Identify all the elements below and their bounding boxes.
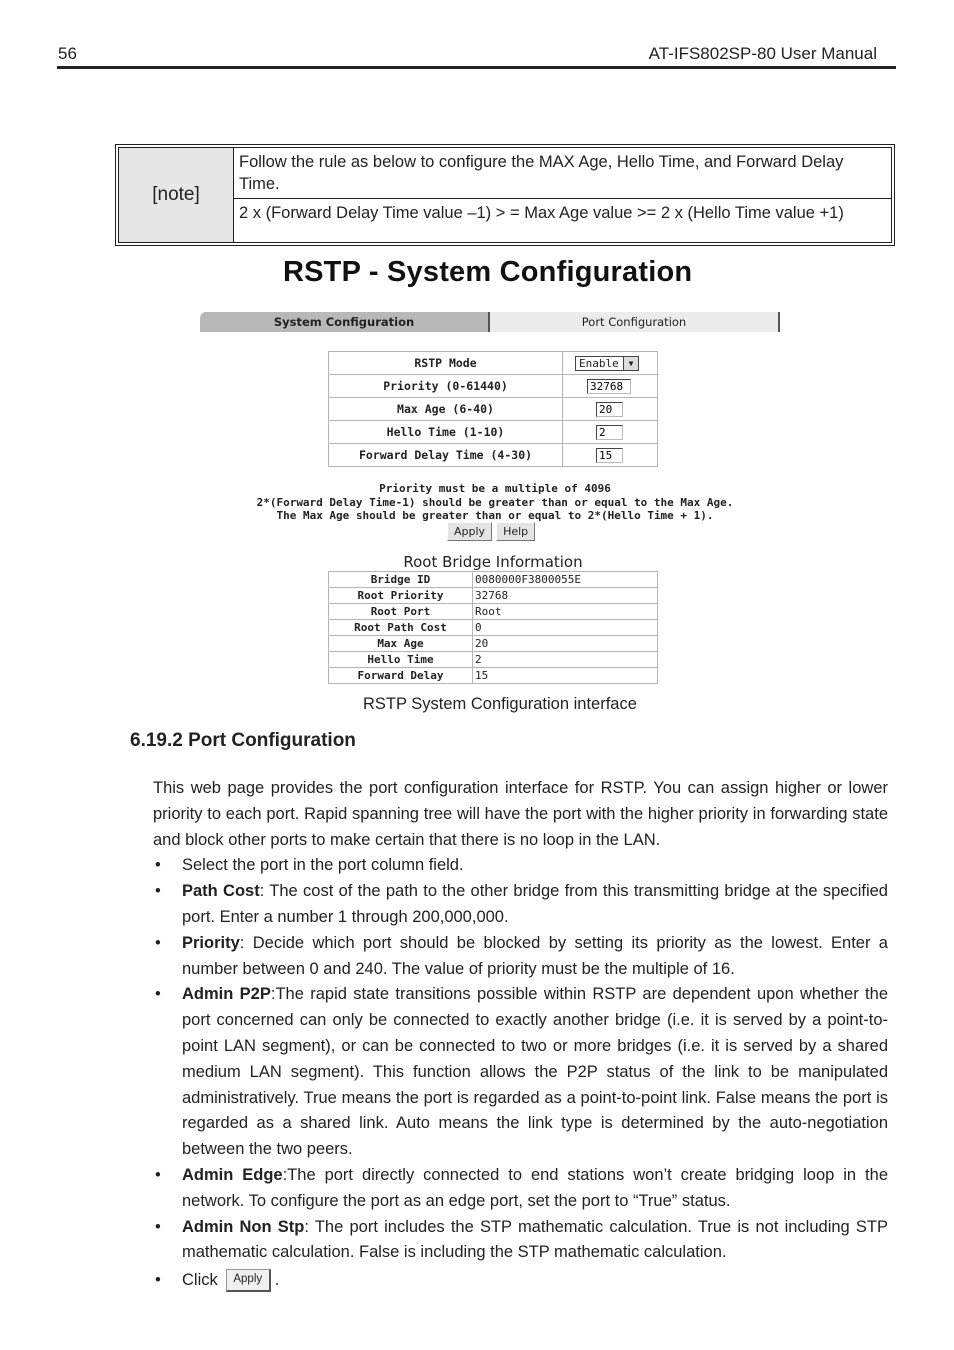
max-age-info-label: Max Age [329,636,473,652]
chevron-down-icon: ▼ [623,357,638,370]
table-row [329,620,658,636]
list-item [153,1268,888,1294]
table-row [329,421,658,444]
hint-line: Priority must be a multiple of 4096 [379,482,611,495]
priority-label: Priority (0-61440) [329,375,563,398]
table-row [329,652,658,668]
list-item [153,1215,888,1267]
table-row [329,352,658,375]
rstp-config-table [328,351,658,467]
max-age-info-value: 20 [473,636,658,652]
bridge-id-value: 0080000F3800055E [473,572,658,588]
bullet-term: Admin Edge [182,1165,283,1184]
root-port-value: Root [473,604,658,620]
table-row [329,588,658,604]
rstp-mode-value: Enable [579,356,619,370]
root-bridge-table [328,571,658,684]
root-path-cost-value: 0 [473,620,658,636]
manual-title: AT-IFS802SP-80 User Manual [648,44,877,63]
bullet-text: : The port includes the STP mathematic calculation. True is not including STP mathematic calculation. False is including the STP mathematic calculation. [182,1217,889,1262]
config-hints [200,482,790,523]
note-label: [note] [119,148,234,242]
help-button[interactable]: Help [496,522,535,541]
click-suffix: . [274,1271,280,1290]
root-bridge-title: Root Bridge Information [403,553,583,571]
max-age-label: Max Age (6-40) [329,398,563,421]
list-item [153,931,888,983]
click-text: Click [182,1271,218,1290]
rstp-mode-select[interactable] [575,356,639,371]
tab-system-configuration[interactable]: System Configuration [200,312,490,332]
header-rule [57,66,896,69]
hint-line: 2*(Forward Delay Time-1) should be greater than or equal to the Max Age. [256,495,734,509]
root-path-cost-label: Root Path Cost [329,620,473,636]
tab-port-configuration[interactable]: Port Configuration [490,312,780,332]
note-table [115,144,895,246]
list-item [153,853,888,879]
list-item [153,879,888,931]
section-heading: 6.19.2 Port Configuration [130,730,356,751]
root-priority-value: 32768 [473,588,658,604]
section-body [153,776,888,1294]
hello-time-label: Hello Time (1-10) [329,421,563,444]
page-number: 56 [58,44,77,63]
max-age-input[interactable] [596,402,623,417]
apply-button[interactable]: Apply [447,522,492,541]
table-row [329,444,658,467]
note-row: Follow the rule as below to configure the MAX Age, Hello Time, and Forward Delay Time. [239,153,844,193]
intro-paragraph: This web page provides the port configuration interface for RSTP. You can assign higher or lower priority to each port. Rapid spanning tree will have the port with the higher priority in forwarding state and block other ports to make certain that there is no loop in the LAN. [153,779,888,849]
forward-delay-info-label: Forward Delay [329,668,473,684]
apply-button[interactable]: Apply [226,1269,271,1292]
note-row: 2 x (Forward Delay Time value –1) > = Max Age value >= 2 x (Hello Time value +1) [234,198,891,242]
hint-line: The Max Age should be greater than or equal to 2*(Hello Time + 1). [276,509,714,522]
bridge-id-label: Bridge ID [329,572,473,588]
list-item [153,1163,888,1215]
bullet-text: : Decide which port should be blocked by setting its priority as the lowest. Enter a number between 0 and 240. The value of priority must be the multiple of 16. [182,933,888,978]
bullet-term: Priority [182,933,240,952]
bullet-list [153,853,888,1294]
root-priority-label: Root Priority [329,588,473,604]
list-item [153,982,888,1163]
bullet-text: Select the port in the port column field. [182,856,464,875]
tab-bar [200,312,780,333]
bullet-text: :The rapid state transitions possible within RSTP are dependent upon whether the port concerned can only be connected to exactly another bridge (i.e. it is served by a point-to-point LAN segment), or can be connected to two or more bridges (i.e. it is served by a shared medium LAN segment). This function allows the P2P status of the link to be manipulated administratively. True means the port is regarded as a point-to-point link. False means the port is regarded as a shared link. Auto means the link type is determined by the auto-negotiation between the two peers. [182,985,888,1159]
hello-time-input[interactable] [596,425,623,440]
table-row [329,668,658,684]
table-row [329,398,658,421]
rstp-config-title: RSTP - System Configuration [283,256,693,288]
table-row [329,572,658,588]
bullet-text: : The cost of the path to the other bridge from this transmitting bridge at the specified port. Enter a number 1 through 200,000,000. [182,882,888,926]
bullet-term: Admin Non Stp [182,1217,305,1236]
forward-delay-label: Forward Delay Time (4-30) [329,444,563,467]
hello-time-info-value: 2 [473,652,658,668]
rstp-mode-label: RSTP Mode [329,352,563,375]
hello-time-info-label: Hello Time [329,652,473,668]
root-port-label: Root Port [329,604,473,620]
figure-caption: RSTP System Configuration interface [363,695,637,713]
table-row [329,375,658,398]
forward-delay-input[interactable] [596,448,623,463]
bullet-term: Admin P2P [182,985,271,1004]
bullet-term: Path Cost [182,882,260,901]
forward-delay-info-value: 15 [473,668,658,684]
table-row [329,604,658,620]
priority-input[interactable] [587,379,631,394]
table-row [329,636,658,652]
config-buttons [447,522,535,541]
bullet-text: :The port directly connected to end stations won’t create bridging loop in the network. To configure the port as an edge port, set the port to “True” status. [182,1165,888,1210]
